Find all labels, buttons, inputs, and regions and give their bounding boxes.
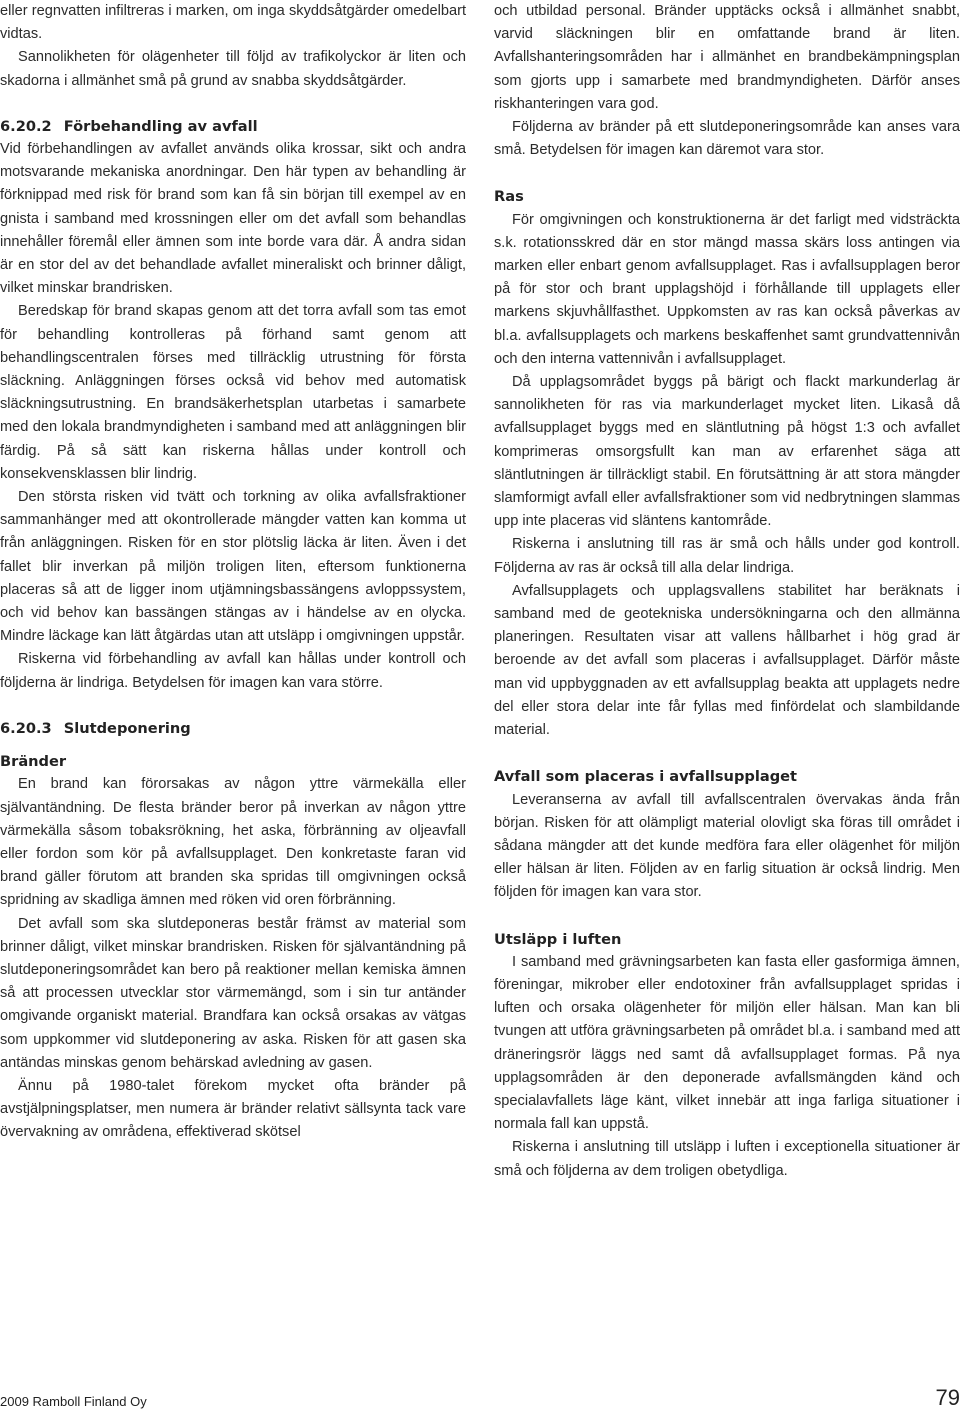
paragraph-pretreatment-2: Beredskap för brand skapas genom att det torra avfall som tas emot för behandling kontrolleras på förhand samt genom att behandlingscentralen förses med tillräcklig utrustning för första släckning. Anläggningen förses också vid behov med automatisk släckningsutrustning. En brandsäkerhetsplan utarbetas i samarbete med den lokala brandmyndigheten i samband med att anläggningen blir färdig. På så sätt kan riskerna hållas under kontroll och konsekvensklassen blir lindrig. [0, 303, 466, 482]
paragraph-fires-3: Ännu på 1980-talet förekom mycket ofta bränder på avstjälpningsplatser, men numera är bränder relativt sällsynta tack vare övervakning av områdena, effektiverad skötsel [0, 1077, 466, 1141]
section-number: 6.20.3 [0, 719, 52, 737]
page-number: 79 [935, 1385, 960, 1410]
paragraph-air-emissions-2: Riskerna i anslutning till utsläpp i luften i exceptionella situationer är små och följderna av dem troligen obetydliga. [494, 1139, 960, 1179]
section-title: Förbehandling av avfall [63, 117, 258, 135]
paragraph-pretreatment-1: Vid förbehandlingen av avfallet används olika krossar, sikt och andra motsvarande mekaniska anordningar. Den här typen av behandling är förknippad med risk för brand som kan få sin början till exempel av en gnista i samband med krossningen eller om det avfall som behandlas innehåller föremål eller ämnen som inte borde vara där. Å andra sidan är en stor del av det behandlade avfallet mineraliskt och brinner dåligt, vilket minskar brandrisken. [0, 141, 466, 297]
paragraph-pretreatment-3: Den största risken vid tvätt och torkning av olika avfallsfraktioner sammanhänger med att okontrollerade mängder vatten kan komma ut från anläggningen. Risken för en stor plötslig läcka är liten. Även i det fallet blir inverkan på miljön troligen liten, eftersom funktionerna placeras så att de ligger inom utjämningsbassängens avloppssystem, och vid behov kan bassängen stängas av i händelse av en olycka. Mindre läckage kan lätt åtgärdas utan att utsläpp i omgivningen uppstår. [0, 489, 466, 645]
paragraph-waste-placed-1: Leveranserna av avfall till avfallscentralen övervakas ända från början. Risken för att olämpligt material olovligt ska föras till området i sådana mängder att det kunde medföra fara eller olägenhet för miljön eller hälsan är liten. Följden av en farlig situation är också lindrig. Men följden för imagen kan vara stor. [494, 791, 960, 901]
section-heading-6-20-2 [0, 115, 466, 138]
footer-publisher: 2009 Ramboll Finland Oy [0, 1394, 147, 1409]
paragraph-fires-4: Följderna av bränder på ett slutdeponeringsområde kan anses vara små. Betydelsen för imagen kan däremot vara stor. [494, 119, 960, 159]
subheading-ras: Ras [494, 188, 524, 206]
subheading-brander: Bränder [0, 753, 67, 771]
section-title: Slutdeponering [63, 719, 191, 737]
left-continuation-text: eller regnvatten infiltreras i marken, om inga skyddsåtgärder omedelbart vidtas. [0, 3, 466, 43]
section-heading-6-20-3 [0, 717, 466, 740]
right-column [494, 0, 960, 1183]
paragraph-landslide-4: Avfallsupplagets och upplagsvallens stabilitet har beräknats i samband med de geotekniska undersökningarna och den allmänna planeringen. Resultaten visar att vallens hållbarhet i hög grad är beroende av det avfall som placeras i avfallsupplaget. Därför måste man vid uppbyggnaden av ett avfallsupplag beakta att upplagets nedre del eller stora delar inte får fyllas med finfördelat och slambildande material. [494, 582, 960, 739]
paragraph-fires-2: Det avfall som ska slutdeponeras består främst av material som brinner dåligt, vilket minskar brandrisken. Risken för självantändning på slutdeponeringsområdet kan bero på reaktioner mellan kemiska ämnen så att processen utvecklar stor värmemängd, som i sin tur antänder omgivande organiskt material. Brandfara kan också orsakas av vätgas som uppkommer vid slutdeponering av aska. Risken för att gasen ska antändas minskas genom behärskad avledning av gasen. [0, 915, 466, 1071]
section-number: 6.20.2 [0, 117, 52, 135]
paragraph-fires-1: En brand kan förorsakas av någon yttre värmekälla eller självantändning. De flesta bränder beror på inverkan av någon yttre värmekälla såsom tobaksrökning, het aska, förbränning av oljeavfall eller fordon som kör på avfallsupplaget. Den konkretaste faran vid brand gäller förutom att branden ska spridas till omgivningen också spridning av skadliga ämnen med röken vid oren förbränning. [0, 776, 466, 909]
left-column [0, 0, 466, 1145]
paragraph-landslide-1: För omgivningen och konstruktionerna är det farligt med vidsträckta s.k. rotationsskred där en stor mängd massa skärs loss antingen via marken eller enbart genom avfallsupplaget. Ras i avfallsupplagen beror på för stor och brant upplagshöjd i förhållande till upplagets eller markens skjuvhållfasthet. Uppkomsten av ras kan också påverkas av bl.a. avfallsupplagets och markens beskaffenhet samt grundvattennivån och den interna vattennivån i avfallsupplaget. [494, 211, 960, 367]
paragraph-pretreatment-4: Riskerna vid förbehandling av avfall kan hållas under kontroll och följderna är lindriga. Betydelsen för imagen kan vara större. [0, 651, 466, 691]
right-continuation-text: och utbildad personal. Bränder upptäcks också i allmänhet snabbt, varvid släckningen blir en omfattande brand är liten. Avfallshanteringsområden har i allmänhet en brandbekämpningsplan som gjorts upp i samarbete med brandmyndigheten. Därför anses riskhanteringen vara god. [494, 3, 960, 112]
subheading-waste-placed: Avfall som placeras i avfallsupplaget [494, 768, 798, 786]
subheading-air-emissions: Utsläpp i luften [494, 930, 622, 948]
paragraph-landslide-2: Då upplagsområdet byggs på bärigt och flackt markunderlag är sannolikheten för ras via markunderlaget mycket liten. Likaså då avfallsupplaget byggs med en släntlutning på högst 1:3 och avfallet komprimeras omsorgsfullt kan man av erfarenhet säga att släntlutningen är tillräckligt stabil. En förutsättning är att stora mängder slamformigt avfall eller avfallsfraktioner som vid nedbrytningen slammas upp inte placeras vid släntens kantområde. [494, 374, 960, 530]
paragraph-traffic-probability: Sannolikheten för olägenheter till följd av trafikolyckor är liten och skadorna i allmänhet små på grund av snabba skyddsåtgärder. [0, 49, 466, 89]
paragraph-landslide-3: Riskerna i anslutning till ras är små och hålls under god kontroll. Följderna av ras är också till alla delar lindriga. [494, 536, 960, 576]
paragraph-air-emissions-1: I samband med grävningsarbeten kan fasta eller gasformiga ämnen, föreningar, mikrober eller endotoxiner från avfallsupplaget spridas i luften och orsaka olägenheter för miljön eller hälsan. Man kan bli tvungen att utföra grävningsarbeten på området bl.a. i samband med att dräneringsrör läggs ned samt då avfallsupplaget formas. På nya upplagsområden är den deponerade avfallsmängden känd och specialavfallets läge känt, vilket innebär att inga farliga situationer i normala fall kan uppstå. [494, 953, 960, 1133]
